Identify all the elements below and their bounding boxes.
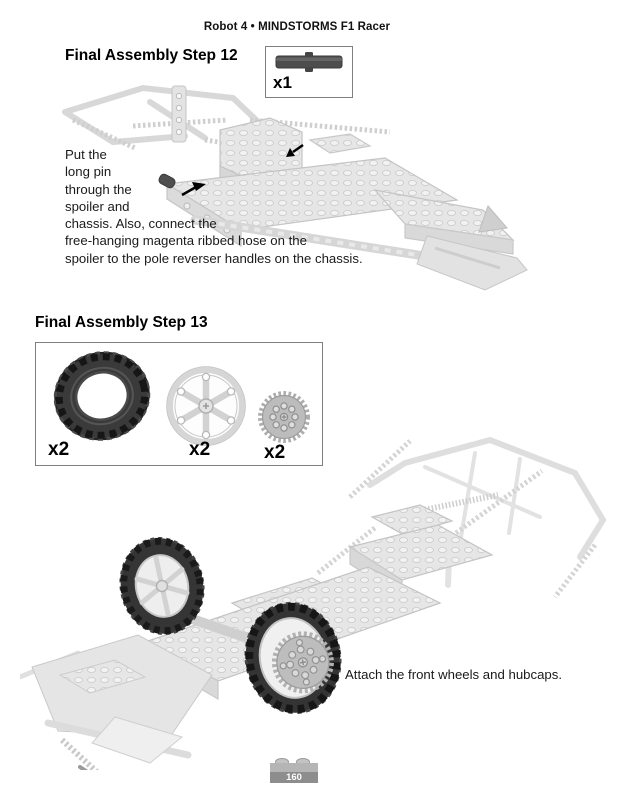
instruction-line: spoiler and xyxy=(65,198,130,214)
instruction-line: chassis. Also, connect the xyxy=(65,216,217,232)
page-number-brick-icon xyxy=(270,756,318,784)
step-13-illustration xyxy=(20,425,625,770)
page-header: Robot 4 • MINDSTORMS F1 Racer xyxy=(203,21,391,33)
step-12-instructions xyxy=(65,146,363,267)
instruction-line: spoiler to the pole reverser handles on the chassis. xyxy=(65,250,363,266)
step-13-caption: Attach the front wheels and hubcaps. xyxy=(345,667,563,682)
instruction-line: Put the xyxy=(65,147,107,162)
part-quantity: x1 xyxy=(273,73,292,92)
instruction-line: long pin xyxy=(65,164,112,180)
instruction-line: through the xyxy=(65,181,132,197)
instruction-line: free-hanging magenta ribbed hose on the xyxy=(65,233,307,249)
page-number: 160 xyxy=(270,772,318,783)
long-pin-icon xyxy=(266,47,351,73)
brick-body xyxy=(270,763,318,783)
part-quantity: x2 xyxy=(48,439,70,460)
vertical-beam xyxy=(172,86,186,142)
part-quantity: x2 xyxy=(189,439,211,460)
step-12-title: Final Assembly Step 12 xyxy=(65,47,238,64)
part-quantity: x2 xyxy=(264,442,286,463)
step-13-title: Final Assembly Step 13 xyxy=(35,314,208,331)
